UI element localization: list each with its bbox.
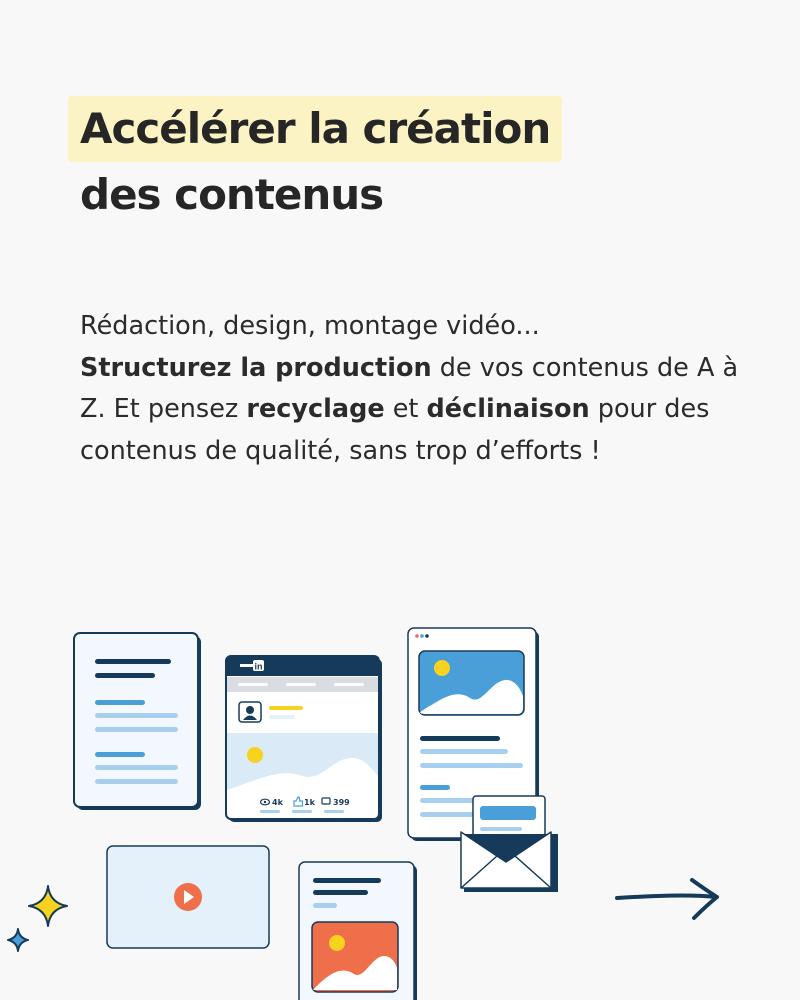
arrow-right-icon[interactable] <box>617 880 717 918</box>
social-post-card <box>299 862 417 1000</box>
envelope-icon <box>461 796 558 892</box>
description-part-4: pour des contenus de qualité, sans trop d’efforts ! <box>80 394 710 466</box>
heading-line-1: Accélérer la création <box>68 96 562 162</box>
likes-count: 1k <box>304 798 315 807</box>
description-part-2: de vos contenus de A à Z. Et pensez <box>80 352 739 424</box>
heading-line-2: des contenus <box>80 170 384 219</box>
linkedin-logo-text: in <box>254 661 263 672</box>
description <box>80 306 740 472</box>
video-card <box>107 846 269 948</box>
description-part-3: et <box>384 394 427 424</box>
description-strong-2: recyclage <box>246 394 385 424</box>
description-strong-3: déclinaison <box>426 394 590 424</box>
sparkle-icon <box>8 886 67 951</box>
document-card <box>74 633 201 810</box>
heading <box>68 96 562 224</box>
views-count: 4k <box>272 798 283 807</box>
comments-count: 399 <box>333 798 350 807</box>
description-strong-1: Structurez la production <box>80 352 432 383</box>
description-intro: Rédaction, design, montage vidéo... <box>80 311 540 341</box>
content-illustration <box>0 600 800 1000</box>
linkedin-post-card <box>226 656 382 822</box>
